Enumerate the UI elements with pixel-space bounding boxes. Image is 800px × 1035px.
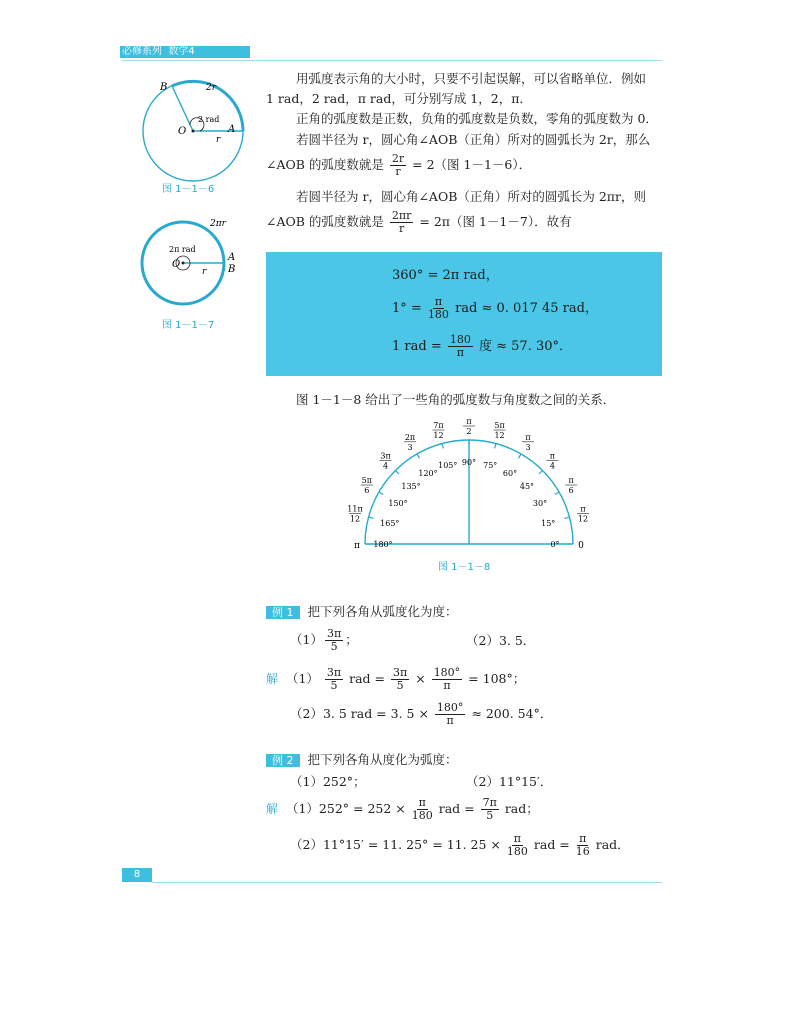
fig8-radian-den-5: 12 <box>494 431 505 441</box>
fig8-tick-5 <box>495 444 496 449</box>
fig8-radian-den-7: 12 <box>433 431 444 441</box>
formula-2: 1° = $\frac{\pi}{180}$ rad ≈ 0. 017 45 rad， <box>392 295 598 321</box>
fig8-radian-den-9: 4 <box>383 461 389 471</box>
fig8-radian-num-10: 5π <box>361 476 372 485</box>
example-2-q2: （2）11°15′． <box>466 774 553 789</box>
fig7-label-A: A <box>228 252 236 263</box>
fig8-radian-num-11: 11π <box>347 504 363 514</box>
fig8-radian-den-10: 6 <box>364 486 370 495</box>
fig8-radian-den-11: 12 <box>349 514 361 524</box>
fig8-degree-label-4: 60° <box>502 468 518 478</box>
fig7-label-arc: 2πr <box>210 219 226 229</box>
header-rule <box>122 60 662 61</box>
fig8-tick-2 <box>555 492 559 495</box>
para-1-line-2: 1 rad，2 rad，π rad，可分别写成 1，2，π． <box>266 91 532 106</box>
header-series: 必修系列 数学4 <box>122 46 195 57</box>
para-5: 图 1－1－8 给出了一些角的弧度数与角度数之间的关系． <box>296 392 616 407</box>
fig8-tick-7 <box>442 444 443 449</box>
example-2-tag: 例 2 <box>266 754 300 767</box>
fig8-radian-num-3: π <box>549 451 556 461</box>
fig8-radian-den-3: 4 <box>549 461 555 471</box>
fig6-label-r: r <box>216 135 221 145</box>
page-number: 8 <box>122 868 152 882</box>
fig8-degree-label-11: 165° <box>380 518 400 528</box>
fig8-tick-4 <box>519 454 522 458</box>
fig8-tick-11 <box>369 517 374 518</box>
example-2-q1: （1）252°； <box>290 774 366 789</box>
para-3-line-1: 若圆半径为 r，圆心角∠AOB（正角）所对的圆弧长为 2r，那么 <box>296 132 651 147</box>
fig8-caption: 图 1－1－8 <box>438 562 491 573</box>
fig8-radian-num-1: π <box>580 504 586 514</box>
example-2-a2: （2）11°15′ = 11. 25° = 11. 25 × $\frac{\pi}{180}$ rad = $\frac{\pi}{16}$ rad． <box>290 832 630 858</box>
fig8-radian-den-6: 2 <box>466 427 472 436</box>
para-2: 正角的弧度数是正数，负角的弧度数是负数，零角的弧度数为 0． <box>296 111 658 126</box>
fig8-tick-3 <box>539 470 543 474</box>
fig7-label-O: O <box>172 259 181 270</box>
fig7-label-r: r <box>202 267 207 277</box>
figure-1-1-8 <box>340 418 600 558</box>
fig6-caption: 图 1－1－6 <box>162 184 215 195</box>
fig8-radian-num-6: π <box>466 418 472 426</box>
fig8-radian-num-9: 3π <box>380 451 391 461</box>
fig8-tick-1 <box>565 517 570 518</box>
fig8-degree-label-6: 90° <box>461 458 477 467</box>
fig6-label-angle: 2 rad <box>198 115 220 124</box>
fig8-degree-label-2: 30° <box>532 499 548 508</box>
fig8-radian-den-4: 3 <box>525 442 531 452</box>
fig8-tick-9 <box>395 470 399 474</box>
fig8-tick-8 <box>417 454 420 458</box>
fig7-caption: 图 1－1－7 <box>162 320 215 331</box>
figure-1-1-6 <box>136 76 256 196</box>
formula-1: 360° = 2π rad， <box>392 268 499 283</box>
fig6-label-O: O <box>178 126 187 137</box>
fig8-radian-label-12: π <box>354 541 360 551</box>
fig8-radian-num-7: 7π <box>433 421 444 431</box>
para-1-line-1: 用弧度表示角的大小时，只要不引起误解，可以省略单位．例如 <box>296 71 647 86</box>
example-1-a1: 解 （1） $\frac{3\pi}{5}$ rad = $\frac{3\pi}{5}$ × $\frac{180^\circ}{\pi}$ = 108°； <box>266 666 526 692</box>
para-3-line-2: ∠AOB 的弧度数就是 $\frac{2r}{r}$ = 2（图 1－1－6）． <box>266 152 532 178</box>
example-1-a2: （2）3. 5 rad = 3. 5 × $\frac{180^\circ}{\pi}$ ≈ 200. 54°． <box>290 701 553 727</box>
fig8-radian-den-1: 12 <box>577 514 589 524</box>
fig8-degree-label-9: 135° <box>401 482 421 492</box>
para-4-line-2: ∠AOB 的弧度数就是 $\frac{2\pi r}{r}$ = 2π（图 1－1－7）．故有 <box>266 209 572 235</box>
fig8-degree-label-7: 105° <box>438 460 458 470</box>
example-1-q1: （1） $\frac{3\pi}{5}$ ； <box>290 627 358 653</box>
example-1-prompt: 把下列各角从弧度化为度： <box>307 604 458 619</box>
fig8-radian-num-2: π <box>568 476 574 485</box>
example-2-prompt: 把下列各角从度化为弧度： <box>307 752 458 767</box>
fig8-radian-den-2: 6 <box>568 486 574 495</box>
fig8-radian-num-4: π <box>525 432 531 442</box>
fig8-degree-label-5: 75° <box>483 460 498 470</box>
example-1-heading <box>266 604 457 620</box>
formula-box <box>266 252 662 376</box>
fig8-degree-label-0: 0° <box>550 540 560 549</box>
fig7-label-angle: 2π rad <box>169 245 196 254</box>
example-1-tag: 例 1 <box>266 606 300 619</box>
fig8-degree-label-8: 120° <box>418 468 438 478</box>
fig8-radian-num-8: 2π <box>404 432 416 442</box>
fig8-radian-den-8: 3 <box>407 442 413 452</box>
fig6-label-arc: 2r <box>206 83 217 93</box>
example-2-heading <box>266 752 457 768</box>
footer-rule <box>152 882 662 883</box>
example-2-a1: 解 （1）252° = 252 × $\frac{\pi}{180}$ rad = $\frac{7\pi}{5}$ rad； <box>266 796 539 822</box>
fig8-degree-label-12: 180° <box>373 540 393 549</box>
fig8-radian-label-0: 0 <box>578 541 584 551</box>
fig8-degree-label-3: 45° <box>519 482 535 492</box>
fig8-radian-num-5: 5π <box>494 421 505 431</box>
formula-3: 1 rad = $\frac{180}{\pi}$ 度 ≈ 57. 30°． <box>392 333 573 359</box>
fig6-label-B: B <box>160 82 168 93</box>
fig8-degree-label-1: 15° <box>541 518 556 528</box>
fig7-label-B: B <box>228 264 236 275</box>
figure-1-1-7 <box>136 214 256 314</box>
fig8-degree-label-10: 150° <box>388 499 408 508</box>
fig8-tick-10 <box>379 492 383 495</box>
para-4-line-1: 若圆半径为 r，圆心角∠AOB（正角）所对的圆弧长为 2πr，则 <box>296 189 647 204</box>
example-1-q2: （2）3. 5． <box>466 633 536 648</box>
fig6-label-A: A <box>228 124 236 135</box>
